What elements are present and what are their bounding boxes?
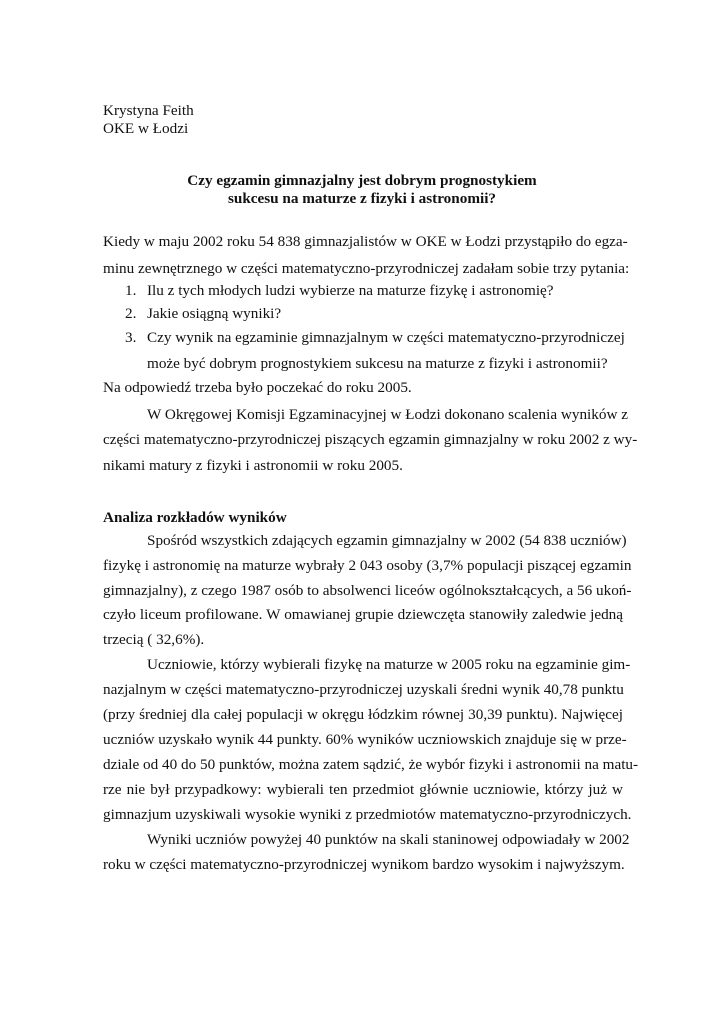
title-line-1: Czy egzamin gimnazjalny jest dobrym prognostykiem xyxy=(187,172,537,189)
author-name: Krystyna Feith xyxy=(103,102,194,119)
p2-line-1: W Okręgowej Komisji Egzaminacyjnej w Łodzi dokonano scalenia wyników z xyxy=(147,406,628,423)
section-heading: Analiza rozkładów wyników xyxy=(103,509,287,526)
intro-line-2: minu zewnętrznego w części matematyczno-przyrodniczej zadałam sobie trzy pytania: xyxy=(103,260,630,277)
s-p2-line-3: (przy średniej dla całej populacji w okręgu łódzkim równej 30,39 punktu). Najwięcej xyxy=(103,706,623,723)
s-p2-line-1: Uczniowie, którzy wybierali fizykę na maturze w 2005 roku na egzaminie gim- xyxy=(147,656,631,673)
answer-wait: Na odpowiedź trzeba było poczekać do roku 2005. xyxy=(103,379,412,396)
intro-line-1: Kiedy w maju 2002 roku 54 838 gimnazjalistów w OKE w Łodzi przystąpiło do egza- xyxy=(103,233,628,250)
s-p2-line-5: dziale od 40 do 50 punktów, można zatem sądzić, że wybór fizyki i astronomii na matu- xyxy=(103,756,639,773)
s-p1-line-4: czyło liceum profilowane. W omawianej grupie dziewczęta stanowiły zaledwie jedną xyxy=(103,606,623,623)
s-p2-line-6: rze nie był przypadkowy: wybierali ten przedmiot głównie uczniowie, którzy już w xyxy=(103,781,623,798)
question-text-1: Ilu z tych młodych ludzi wybierze na maturze fizykę i astronomię? xyxy=(147,282,554,299)
s-p1-line-2: fizykę i astronomię na maturze wybrały 2 043 osoby (3,7% populacji piszącej egzamin xyxy=(103,557,632,574)
question-number-1: 1. xyxy=(125,282,137,299)
question-text-3: Czy wynik na egzaminie gimnazjalnym w części matematyczno-przyrodniczej xyxy=(147,329,625,346)
p2-line-3: nikami matury z fizyki i astronomii w roku 2005. xyxy=(103,457,403,474)
title-line-2: sukcesu na maturze z fizyki i astronomii? xyxy=(227,190,497,207)
p2-line-2: części matematyczno-przyrodniczej piszących egzamin gimnazjalny w roku 2002 z wy- xyxy=(103,431,638,448)
question-number-3: 3. xyxy=(125,329,137,346)
s-p2-line-7: gimnazjum uzyskiwali wysokie wyniki z przedmiotów matematyczno-przyrodniczych. xyxy=(103,806,632,823)
question-text-3-cont: może być dobrym prognostykiem sukcesu na maturze z fizyki i astronomii? xyxy=(147,355,608,372)
author-institution: OKE w Łodzi xyxy=(103,120,189,137)
s-p2-line-4: uczniów uzyskało wynik 44 punkty. 60% wyników uczniowskich znajduje się w prze- xyxy=(103,731,627,748)
s-p1-line-5: trzecią ( 32,6%). xyxy=(103,631,205,648)
s-p3-line-1: Wyniki uczniów powyżej 40 punktów na skali staninowej odpowiadały w 2002 xyxy=(147,831,630,848)
s-p1-line-3: gimnazjalny), z czego 1987 osób to absolwenci liceów ogólnokształcących, a 56 ukoń- xyxy=(103,582,632,599)
s-p3-line-2: roku w części matematyczno-przyrodniczej wynikom bardzo wysokim i najwyższym. xyxy=(103,856,625,873)
question-text-2: Jakie osiągną wyniki? xyxy=(147,305,282,322)
question-number-2: 2. xyxy=(125,305,137,322)
s-p2-line-2: nazjalnym w części matematyczno-przyrodniczej uzyskali średni wynik 40,78 punktu xyxy=(103,681,624,698)
s-p1-line-1: Spośród wszystkich zdających egzamin gimnazjalny w 2002 (54 838 uczniów) xyxy=(147,532,627,549)
